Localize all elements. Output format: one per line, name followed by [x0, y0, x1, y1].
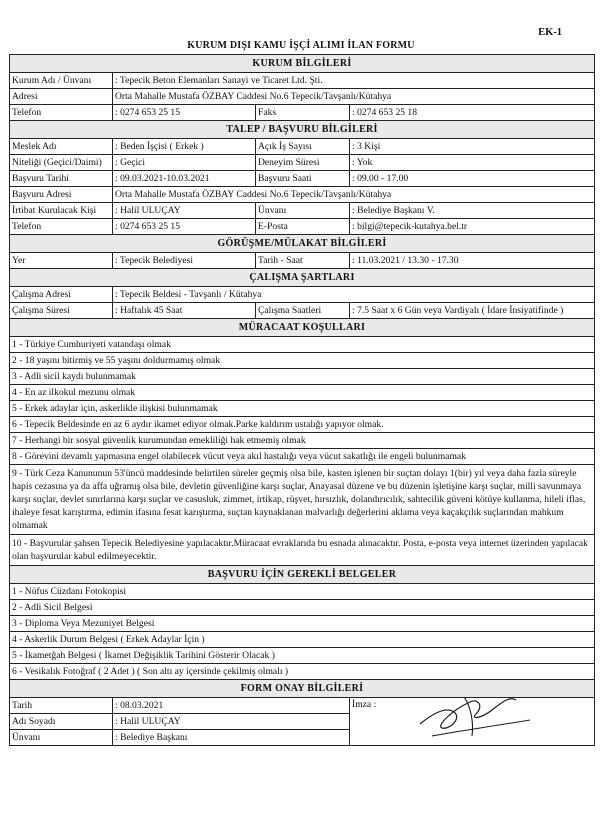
section-belgeler: BAŞVURU İÇİN GEREKLİ BELGELER — [10, 566, 595, 584]
kurum-fax-value: : 0274 653 25 18 — [350, 105, 595, 121]
basvuru-tarihi-value: : 09.03.2021-10.03.2021 — [113, 171, 256, 187]
onay-tarih-value: : 08.03.2021 — [113, 698, 350, 714]
annex-label: EK-1 — [538, 27, 562, 38]
section-kurum: KURUM BİLGİLERİ — [10, 55, 595, 73]
meslek-label: Meslek Adı — [10, 139, 113, 155]
unvan-value: : Belediye Başkanı V. — [350, 203, 595, 219]
belge-item: 2 - Adli Sicil Belgesi — [10, 600, 595, 616]
yer-value: : Tepecik Belediyesi — [113, 253, 256, 269]
eposta-label: E-Posta — [256, 219, 350, 235]
gorusme-tarih-label: Tarih - Saat — [256, 253, 350, 269]
onay-ad-value: : Halil ULUÇAY — [113, 714, 350, 730]
kurum-phone-label: Telefon — [10, 105, 113, 121]
calisma-suresi-value: : Haftalık 45 Saat — [113, 303, 256, 319]
muracaat-item: 1 - Türkiye Cumhuriyeti vatandaşı olmak — [10, 337, 595, 353]
muracaat-item: 7 - Herhangi bir sosyal güvenlik kurumundan emekliliği hak etmemiş olmak — [10, 433, 595, 449]
signature-cell — [350, 698, 595, 746]
basvuru-adresi-value: Orta Mahalle Mustafa ÖZBAY Caddesi No.6 Tepecik/Tavşanlı/Kütahya — [113, 187, 595, 203]
imza-label: İmza : — [352, 699, 377, 710]
muracaat-item: 3 - Adli sicil kaydı bulunmamak — [10, 369, 595, 385]
basvuru-tarihi-label: Başvuru Tarihi — [10, 171, 113, 187]
telefon-value: : 0274 653 25 15 — [113, 219, 256, 235]
meslek-value: : Beden İşçisi ( Erkek ) — [113, 139, 256, 155]
nitelik-value: : Geçici — [113, 155, 256, 171]
deneyim-label: Deneyim Süresi — [256, 155, 350, 171]
kurum-name-label: Kurum Adı / Ünvanı — [10, 73, 113, 89]
section-onay: FORM ONAY BİLGİLERİ — [10, 680, 595, 698]
calisma-adresi-value: : Tepecik Beldesi - Tavşanlı / Kütahya — [113, 287, 595, 303]
section-muracaat: MÜRACAAT KOŞULLARI — [10, 319, 595, 337]
muracaat-item: 4 - En az ilkokul mezunu olmak — [10, 385, 595, 401]
belge-item: 4 - Askerlik Durum Belgesi ( Erkek Adaylar İçin ) — [10, 632, 595, 648]
onay-unvan-value: : Belediye Başkanı — [113, 730, 350, 746]
calisma-adresi-label: Çalışma Adresi — [10, 287, 113, 303]
calisma-saatleri-value: : 7.5 Saat x 6 Gün veya Vardiyalı ( İdare İnsiyatifinde ) — [350, 303, 595, 319]
acik-is-label: Açık İş Sayısı — [256, 139, 350, 155]
signature-scribble — [412, 698, 542, 746]
belge-item: 3 - Diploma Veya Mezuniyet Belgesi — [10, 616, 595, 632]
yer-label: Yer — [10, 253, 113, 269]
calisma-saatleri-label: Çalışma Saatleri — [256, 303, 350, 319]
onay-unvan-label: Ünvanı — [10, 730, 113, 746]
muracaat-item: 10 - Başvurular şahsen Tepecik Belediyesine yapılacaktır.Müracaat evraklarıda bu esnada alınacaktır. Posta, e-posta veya internet üzerinden yapılacak olan başvurular kabul edilmeyecektir. — [10, 535, 595, 566]
telefon-label: Telefon — [10, 219, 113, 235]
form-frame — [9, 54, 594, 746]
onay-tarih-label: Tarih — [10, 698, 113, 714]
muracaat-item: 6 - Tepecik Beldesinde en az 6 aydır ikamet ediyor olmak.Parke kaldırım ustalığı yapıyor olmak. — [10, 417, 595, 433]
kurum-address-value: Orta Mahalle Mustafa ÖZBAY Caddesi No.6 Tepecik/Tavşanlı/Kütahya — [113, 89, 595, 105]
form-title: KURUM DIŞI KAMU İŞÇİ ALIMI İLAN FORMU — [187, 40, 415, 51]
basvuru-saati-label: Başvuru Saati — [256, 171, 350, 187]
deneyim-value: : Yok — [350, 155, 595, 171]
muracaat-item: 8 - Görevini devamlı yapmasına engel olabilecek vücut veya akıl hastalığı veya vücut sakatlığı ile engeli bulunmamak — [10, 449, 595, 465]
kurum-address-label: Adresi — [10, 89, 113, 105]
section-calisma: ÇALIŞMA ŞARTLARI — [10, 269, 595, 287]
muracaat-item: 9 - Türk Ceza Kanununun 53'üncü maddesinde belirtilen süreler geçmiş olsa bile, kasten işlenen bir suçtan dolayı 1(bir) yıl veya daha fazla süreyle hapis cezasına ya da affa uğramış olsa bile, devletin güvenliğine karşı suçlar, Anayasal düzene ve bu düzenin işletişine karşı suçlar, milli savunmaya karşı suçlar, devlet sınırlarına karşı suçlar ve casusluk, zimmet, irtikap, rüşvet, hırsızlık, dolandırıcılık, sahtecilik güveni kötüye kullanma, hileli iflas, ihaleye fesat karıştırma, edimin ifasına fesat karıştırma, suçtan kaynaklanan malvarlığı değerlerini aklama veya kaçakçılık suçlarından mahkum olmamak — [10, 465, 595, 535]
acik-is-value: : 3 Kişi — [350, 139, 595, 155]
irtibat-value: : Halil ULUÇAY — [113, 203, 256, 219]
unvan-label: Ünvanı — [256, 203, 350, 219]
form-table — [9, 54, 595, 746]
calisma-suresi-label: Çalışma Süresi — [10, 303, 113, 319]
eposta-value: : bilgi@tepecik-kutahya.bel.tr — [350, 219, 595, 235]
belge-item: 5 - İkametğah Belgesi ( İkamet Değişiklik Tarihini Gösterir Olacak ) — [10, 648, 595, 664]
basvuru-saati-value: : 09.00 - 17.00 — [350, 171, 595, 187]
muracaat-item: 2 - 18 yaşını bitirmiş ve 55 yaşını doldurmamış olmak — [10, 353, 595, 369]
nitelik-label: Niteliği (Geçici/Daimi) — [10, 155, 113, 171]
kurum-fax-label: Faks — [256, 105, 350, 121]
onay-ad-label: Adı Soyadı — [10, 714, 113, 730]
section-talep: TALEP / BAŞVURU BİLGİLERİ — [10, 121, 595, 139]
kurum-phone-value: : 0274 653 25 15 — [113, 105, 256, 121]
section-gorusme: GÖRÜŞME/MÜLAKAT BİLGİLERİ — [10, 235, 595, 253]
muracaat-item: 5 - Erkek adaylar için, askerlikle ilişkisi bulunmamak — [10, 401, 595, 417]
belge-item: 1 - Nüfus Cüzdanı Fotokopisi — [10, 584, 595, 600]
gorusme-tarih-value: : 11.03.2021 / 13.30 - 17.30 — [350, 253, 595, 269]
kurum-name-value: : Tepecik Beton Elemanları Sanayi ve Ticaret Ltd. Şti. — [113, 73, 595, 89]
belge-item: 6 - Vesikalık Fotoğraf ( 2 Adet ) ( Son altı ay içersinde çekilmiş olmalı ) — [10, 664, 595, 680]
irtibat-label: İrtibat Kurulacak Kişi — [10, 203, 113, 219]
basvuru-adresi-label: Başvuru Adresi — [10, 187, 113, 203]
